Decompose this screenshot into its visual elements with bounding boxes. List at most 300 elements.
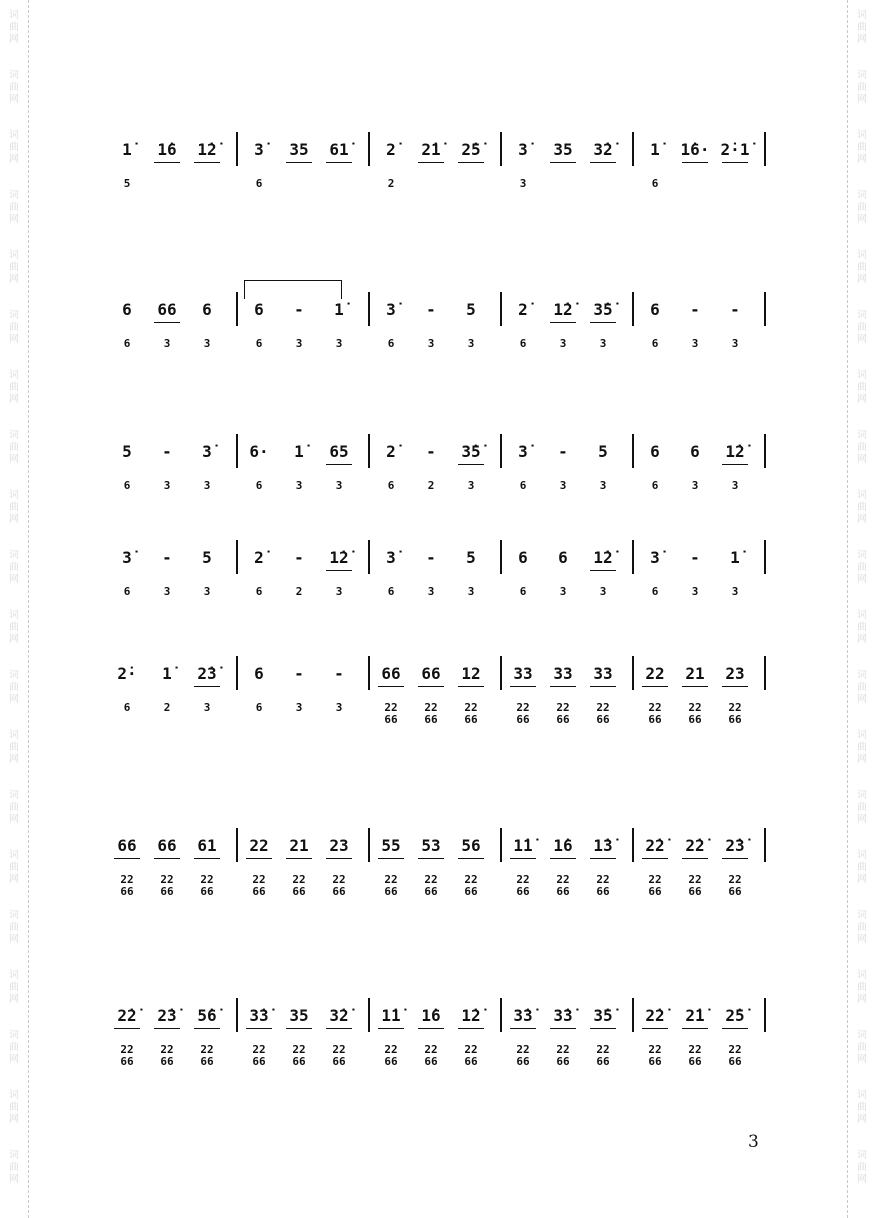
- watermark-text: 词 曲 网: [857, 1030, 867, 1065]
- melody-note: 2̇·1̇: [720, 140, 750, 159]
- watermark-text: 词 曲 网: [857, 190, 867, 225]
- accompaniment-note: 22 66: [556, 701, 570, 726]
- barline: [764, 434, 766, 468]
- accompaniment-note: 6: [387, 585, 395, 598]
- melody-note: 1̇1̇: [513, 836, 533, 855]
- barline: [236, 656, 238, 690]
- note-beam: [550, 858, 576, 859]
- note-beam: [154, 162, 180, 163]
- melody-note: 5: [466, 300, 476, 319]
- barline: [764, 656, 766, 690]
- melody-note: 2̇2̇: [645, 836, 665, 855]
- note-beam: [326, 1028, 352, 1029]
- accompaniment-note: 6: [255, 479, 263, 492]
- melody-note: 12: [461, 664, 481, 683]
- watermark-text: 词 曲 网: [857, 910, 867, 945]
- right-watermark-strip: [847, 0, 876, 1218]
- barline: [500, 656, 502, 690]
- note-beam: [114, 1028, 140, 1029]
- melody-note: -: [294, 548, 304, 567]
- accompaniment-note: 3: [295, 701, 303, 714]
- note-beam: [722, 162, 748, 163]
- score-line: [110, 664, 770, 774]
- note-beam: [418, 1028, 444, 1029]
- melody-note: 66: [157, 300, 177, 319]
- note-beam: [458, 858, 484, 859]
- barline: [632, 656, 634, 690]
- accompaniment-note: 22 66: [596, 1043, 610, 1068]
- note-beam: [590, 162, 616, 163]
- note-beam: [550, 686, 576, 687]
- accompaniment-note: 22 66: [648, 1043, 662, 1068]
- accompaniment-note: 3: [599, 585, 607, 598]
- accompaniment-note: 22 66: [556, 873, 570, 898]
- melody-note: 2̇1̇: [685, 1006, 705, 1025]
- accompaniment-note: 22 66: [648, 873, 662, 898]
- melody-note: 33: [553, 664, 573, 683]
- accompaniment-note: 3: [731, 585, 739, 598]
- note-beam: [510, 686, 536, 687]
- accompaniment-note: 6: [123, 585, 131, 598]
- melody-note: 6: [518, 548, 528, 567]
- accompaniment-note: 3: [335, 701, 343, 714]
- accompaniment-note: 22 66: [424, 701, 438, 726]
- melody-note: 1̇6: [553, 836, 573, 855]
- melody-note: 1̇6·: [680, 140, 710, 159]
- accompaniment-note: 22 66: [424, 1043, 438, 1068]
- accompaniment-note: 22 66: [688, 1043, 702, 1068]
- barline: [632, 828, 634, 862]
- melody-note: 1̇6: [157, 140, 177, 159]
- watermark-text: 词 曲 网: [9, 10, 19, 45]
- note-beam: [286, 162, 312, 163]
- barline: [500, 434, 502, 468]
- accompaniment-note: 3: [467, 337, 475, 350]
- melody-note: 6: [650, 442, 660, 461]
- watermark-text: 词 曲 网: [9, 730, 19, 765]
- note-beam: [590, 1028, 616, 1029]
- melody-note: 55: [381, 836, 401, 855]
- watermark-text: 词 曲 网: [857, 310, 867, 345]
- melody-note: 3̇: [518, 140, 528, 159]
- note-beam: [682, 162, 708, 163]
- note-beam: [418, 858, 444, 859]
- note-beam: [550, 162, 576, 163]
- melody-note: 1̇2̇: [461, 1006, 481, 1025]
- melody-note: 6·: [249, 442, 269, 461]
- note-beam: [378, 858, 404, 859]
- melody-note: 6: [690, 442, 700, 461]
- watermark-text: 词 曲 网: [9, 550, 19, 585]
- accompaniment-note: 6: [651, 337, 659, 350]
- melody-note: 1̇: [294, 442, 304, 461]
- melody-note: 5: [122, 442, 132, 461]
- page-number: 3: [748, 1132, 759, 1152]
- melody-note: -: [162, 548, 172, 567]
- note-beam: [458, 1028, 484, 1029]
- accompaniment-note: 22 66: [120, 873, 134, 898]
- note-beam: [378, 1028, 404, 1029]
- accompaniment-note: 22 66: [728, 873, 742, 898]
- melody-note: 3̇: [122, 548, 132, 567]
- barline: [368, 132, 370, 166]
- barline: [764, 292, 766, 326]
- accompaniment-note: 6: [255, 337, 263, 350]
- watermark-text: 词 曲 网: [9, 490, 19, 525]
- melody-note: 2̇: [254, 548, 264, 567]
- melody-note: 2̇3̇: [157, 1006, 177, 1025]
- melody-note: 21: [289, 836, 309, 855]
- score-line: [110, 300, 770, 410]
- accompaniment-note: 22 66: [424, 873, 438, 898]
- melody-note: 3̇5̇: [461, 442, 481, 461]
- watermark-text: 词 曲 网: [9, 610, 19, 645]
- melody-note: 1̇2̇: [725, 442, 745, 461]
- note-beam: [378, 686, 404, 687]
- accompaniment-note: 22 66: [252, 873, 266, 898]
- barline: [500, 132, 502, 166]
- melody-note: 1̇2̇: [593, 548, 613, 567]
- melody-note: 3̇5̇: [593, 1006, 613, 1025]
- note-beam: [590, 858, 616, 859]
- barline: [632, 434, 634, 468]
- note-beam: [458, 464, 484, 465]
- note-beam: [510, 1028, 536, 1029]
- accompaniment-note: 6: [123, 479, 131, 492]
- melody-note: 2̇5̇: [461, 140, 481, 159]
- accompaniment-note: 3: [427, 585, 435, 598]
- accompaniment-note: 22 66: [596, 873, 610, 898]
- watermark-text: 词 曲 网: [857, 790, 867, 825]
- note-beam: [326, 162, 352, 163]
- melody-note: 1̇: [334, 300, 344, 319]
- watermark-text: 词 曲 网: [9, 1030, 19, 1065]
- score-line: [110, 140, 770, 250]
- barline: [500, 828, 502, 862]
- accompaniment-note: 22 66: [464, 701, 478, 726]
- accompaniment-note: 22 66: [688, 873, 702, 898]
- melody-note: 3̇3̇: [513, 1006, 533, 1025]
- note-beam: [114, 858, 140, 859]
- melody-note: 3̇2̇: [593, 140, 613, 159]
- note-beam: [246, 1028, 272, 1029]
- watermark-text: 词 曲 网: [9, 1150, 19, 1185]
- note-beam: [246, 858, 272, 859]
- melody-note: 2̇1̇: [421, 140, 441, 159]
- accompaniment-note: 3: [691, 479, 699, 492]
- melody-note: -: [426, 300, 436, 319]
- watermark-text: 词 曲 网: [9, 430, 19, 465]
- melody-note: 53: [421, 836, 441, 855]
- melody-note: 2̇: [386, 140, 396, 159]
- accompaniment-note: 3: [691, 337, 699, 350]
- melody-note: 3̇: [386, 548, 396, 567]
- melody-note: 5: [598, 442, 608, 461]
- melody-note: 1̇: [650, 140, 660, 159]
- watermark-text: 词 曲 网: [9, 850, 19, 885]
- accompaniment-note: 22 66: [200, 1043, 214, 1068]
- melody-note: 5: [202, 548, 212, 567]
- melody-note: 2̇: [518, 300, 528, 319]
- accompaniment-note: 22 66: [516, 701, 530, 726]
- watermark-text: 词 曲 网: [857, 1150, 867, 1185]
- barline: [632, 998, 634, 1032]
- accompaniment-note: 3: [203, 479, 211, 492]
- melody-note: 2̇2̇: [685, 836, 705, 855]
- accompaniment-note: 3: [335, 585, 343, 598]
- melody-note: 3̇5̇: [593, 300, 613, 319]
- left-watermark-strip: [0, 0, 29, 1218]
- melody-note: 1̇: [162, 664, 172, 683]
- barline: [632, 292, 634, 326]
- melody-note: 35: [289, 140, 309, 159]
- watermark-text: 词 曲 网: [9, 1090, 19, 1125]
- melody-note: 23: [329, 836, 349, 855]
- note-beam: [286, 1028, 312, 1029]
- barline: [236, 998, 238, 1032]
- melody-note: 5̇6̇: [197, 1006, 217, 1025]
- accompaniment-note: 22 66: [556, 1043, 570, 1068]
- barline: [632, 132, 634, 166]
- note-beam: [722, 464, 748, 465]
- barline: [236, 292, 238, 326]
- accompaniment-note: 3: [519, 177, 527, 190]
- score-line: [110, 548, 770, 658]
- note-beam: [326, 464, 352, 465]
- watermark-text: 词 曲 网: [9, 670, 19, 705]
- melody-note: 61: [197, 836, 217, 855]
- accompaniment-note: 3: [467, 479, 475, 492]
- note-beam: [194, 858, 220, 859]
- melody-note: 23: [725, 664, 745, 683]
- barline: [368, 292, 370, 326]
- barline: [764, 828, 766, 862]
- accompaniment-note: 6: [123, 337, 131, 350]
- melody-note: 3̇2̇: [329, 1006, 349, 1025]
- note-beam: [590, 322, 616, 323]
- barline: [368, 434, 370, 468]
- barline: [500, 540, 502, 574]
- accompaniment-note: 3: [295, 479, 303, 492]
- watermark-text: 词 曲 网: [9, 310, 19, 345]
- barline: [236, 540, 238, 574]
- accompaniment-note: 3: [559, 337, 567, 350]
- watermark-text: 词 曲 网: [857, 70, 867, 105]
- accompaniment-note: 6: [651, 479, 659, 492]
- accompaniment-note: 3: [163, 479, 171, 492]
- watermark-text: 词 曲 网: [9, 250, 19, 285]
- accompaniment-note: 3: [335, 337, 343, 350]
- melody-note: 1̇2̇: [197, 140, 217, 159]
- accompaniment-note: 22 66: [516, 873, 530, 898]
- melody-note: 6: [122, 300, 132, 319]
- score-line: [110, 1006, 770, 1116]
- watermark-text: 词 曲 网: [857, 490, 867, 525]
- note-beam: [682, 686, 708, 687]
- accompaniment-note: 3: [203, 337, 211, 350]
- melody-note: 61̇: [329, 140, 349, 159]
- accompaniment-note: 3: [163, 585, 171, 598]
- barline: [632, 540, 634, 574]
- melody-note: 6: [254, 664, 264, 683]
- melody-note: 2̇2̇: [117, 1006, 137, 1025]
- melody-note: 22: [249, 836, 269, 855]
- accompaniment-note: 22 66: [596, 701, 610, 726]
- melody-note: 35: [553, 140, 573, 159]
- note-beam: [154, 322, 180, 323]
- accompaniment-note: 2: [427, 479, 435, 492]
- accompaniment-note: 22 66: [252, 1043, 266, 1068]
- melody-note: 3̇: [518, 442, 528, 461]
- accompaniment-note: 2: [387, 177, 395, 190]
- note-beam: [590, 686, 616, 687]
- accompaniment-note: 6: [651, 177, 659, 190]
- melody-note: 56: [461, 836, 481, 855]
- note-beam: [418, 686, 444, 687]
- score-line: [110, 442, 770, 552]
- accompaniment-note: 6: [123, 701, 131, 714]
- melody-note: -: [294, 300, 304, 319]
- accompaniment-note: 3: [203, 585, 211, 598]
- accompaniment-note: 3: [731, 479, 739, 492]
- note-beam: [722, 686, 748, 687]
- accompaniment-note: 22 66: [332, 1043, 346, 1068]
- melody-note: 3̇: [386, 300, 396, 319]
- melody-note: -: [294, 664, 304, 683]
- watermark-text: 词 曲 网: [857, 550, 867, 585]
- watermark-text: 词 曲 网: [857, 730, 867, 765]
- note-beam: [154, 1028, 180, 1029]
- accompaniment-note: 22 66: [728, 1043, 742, 1068]
- watermark-text: 词 曲 网: [9, 70, 19, 105]
- accompaniment-note: 22 66: [384, 701, 398, 726]
- melody-note: 66: [117, 836, 137, 855]
- accompaniment-note: 2: [163, 701, 171, 714]
- watermark-text: 词 曲 网: [9, 790, 19, 825]
- note-beam: [550, 1028, 576, 1029]
- melody-note: 33: [593, 664, 613, 683]
- melody-note: 22: [645, 664, 665, 683]
- accompaniment-note: 22 66: [516, 1043, 530, 1068]
- melody-note: 66: [157, 836, 177, 855]
- accompaniment-note: 3: [467, 585, 475, 598]
- barline: [368, 656, 370, 690]
- barline: [500, 292, 502, 326]
- melody-note: -: [334, 664, 344, 683]
- note-beam: [510, 858, 536, 859]
- note-beam: [194, 162, 220, 163]
- melody-note: 2̇·: [117, 664, 137, 683]
- watermark-text: 词 曲 网: [857, 970, 867, 1005]
- accompaniment-note: 22 66: [648, 701, 662, 726]
- barline: [500, 998, 502, 1032]
- accompaniment-note: 5: [123, 177, 131, 190]
- melody-note: 66: [421, 664, 441, 683]
- accompaniment-note: 3: [559, 585, 567, 598]
- accompaniment-note: 22 66: [292, 1043, 306, 1068]
- watermark-text: 词 曲 网: [9, 970, 19, 1005]
- melody-note: 21: [685, 664, 705, 683]
- note-beam: [642, 858, 668, 859]
- melody-note: 3̇: [202, 442, 212, 461]
- barline: [368, 828, 370, 862]
- watermark-text: 词 曲 网: [857, 1090, 867, 1125]
- melody-note: 35: [289, 1006, 309, 1025]
- accompaniment-note: 22 66: [200, 873, 214, 898]
- watermark-text: 词 曲 网: [857, 850, 867, 885]
- accompaniment-note: 22 66: [728, 701, 742, 726]
- accompaniment-note: 6: [519, 479, 527, 492]
- note-beam: [286, 858, 312, 859]
- accompaniment-note: 6: [255, 585, 263, 598]
- note-beam: [326, 858, 352, 859]
- melody-note: 3̇3̇: [553, 1006, 573, 1025]
- watermark-text: 词 曲 网: [9, 130, 19, 165]
- melody-note: 6: [650, 300, 660, 319]
- accompaniment-note: 3: [427, 337, 435, 350]
- watermark-text: 词 曲 网: [9, 910, 19, 945]
- melody-note: -: [690, 300, 700, 319]
- melody-note: 1̇1̇: [381, 1006, 401, 1025]
- accompaniment-note: 22 66: [464, 873, 478, 898]
- melody-note: -: [426, 442, 436, 461]
- accompaniment-note: 22 66: [120, 1043, 134, 1068]
- accompaniment-note: 22 66: [160, 873, 174, 898]
- accompaniment-note: 6: [255, 701, 263, 714]
- accompaniment-note: 3: [731, 337, 739, 350]
- note-beam: [682, 1028, 708, 1029]
- melody-note: 6: [254, 300, 264, 319]
- melody-note: 33: [513, 664, 533, 683]
- melody-note: 3̇: [650, 548, 660, 567]
- accompaniment-note: 22 66: [464, 1043, 478, 1068]
- melody-note: 2̇3̇: [197, 664, 217, 683]
- melody-note: 1̇: [730, 548, 740, 567]
- watermark-text: 词 曲 网: [9, 370, 19, 405]
- barline: [764, 132, 766, 166]
- melody-note: 2̇5̇: [725, 1006, 745, 1025]
- watermark-text: 词 曲 网: [857, 670, 867, 705]
- accompaniment-note: 22 66: [160, 1043, 174, 1068]
- note-beam: [194, 1028, 220, 1029]
- melody-note: 1̇2̇: [329, 548, 349, 567]
- watermark-text: 词 曲 网: [857, 130, 867, 165]
- barline: [236, 828, 238, 862]
- note-beam: [642, 1028, 668, 1029]
- watermark-text: 词 曲 网: [857, 370, 867, 405]
- watermark-text: 词 曲 网: [857, 250, 867, 285]
- accompaniment-note: 3: [203, 701, 211, 714]
- barline: [368, 998, 370, 1032]
- watermark-text: 词 曲 网: [857, 610, 867, 645]
- accompaniment-note: 22 66: [688, 701, 702, 726]
- accompaniment-note: 22 66: [384, 873, 398, 898]
- accompaniment-note: 3: [163, 337, 171, 350]
- note-beam: [458, 162, 484, 163]
- accompaniment-note: 6: [519, 585, 527, 598]
- melody-note: 3̇: [254, 140, 264, 159]
- barline: [764, 998, 766, 1032]
- melody-note: 1̇3̇: [593, 836, 613, 855]
- note-beam: [418, 162, 444, 163]
- score-line: [110, 836, 770, 946]
- note-beam: [682, 858, 708, 859]
- accompaniment-note: 6: [651, 585, 659, 598]
- note-beam: [154, 858, 180, 859]
- melody-note: -: [162, 442, 172, 461]
- accompaniment-note: 3: [559, 479, 567, 492]
- accompaniment-note: 6: [255, 177, 263, 190]
